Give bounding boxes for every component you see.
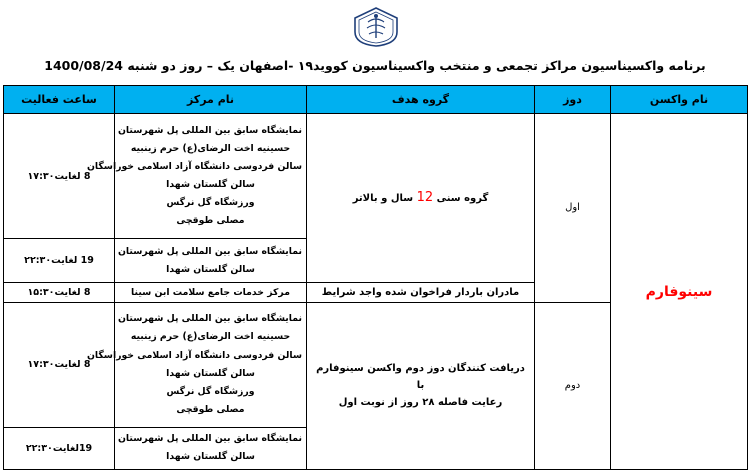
centers-cell bbox=[86, 114, 307, 239]
activity-time: 8 لغایت۱۷:۳۰ bbox=[4, 302, 115, 427]
target-pregnant-cell: مادران باردار فراخوان شده واجد شرایط bbox=[307, 283, 535, 302]
center-item: سالن گلستان شهدا bbox=[166, 451, 255, 463]
center-item: نمایشگاه سابق بین المللی پل شهرستان bbox=[117, 245, 302, 257]
dose-first-cell: اول bbox=[535, 114, 611, 303]
organization-logo bbox=[353, 6, 399, 48]
center-item: حسینیه اخت الرضای(ع) حرم زینبیه bbox=[130, 142, 291, 154]
centers-cell bbox=[115, 239, 307, 283]
target-age-number: 12 bbox=[416, 190, 434, 206]
target-second-dose-cell bbox=[307, 302, 535, 469]
header-dose: دوز bbox=[535, 86, 611, 114]
center-item: سالن گلستان شهدا bbox=[166, 179, 255, 191]
table-header-row bbox=[4, 86, 748, 114]
center-item: نمایشگاه سابق بین المللی پل شهرستان bbox=[117, 313, 302, 325]
vaccination-schedule-table bbox=[3, 85, 748, 470]
header-activity-time: ساعت فعالیت bbox=[4, 86, 115, 114]
center-item: سالن گلستان شهدا bbox=[166, 263, 255, 275]
center-item: ورزشگاه گل نرگس bbox=[166, 197, 255, 209]
center-item: سالن فردوسی دانشگاه آزاد اسلامی خوراسگان bbox=[86, 161, 302, 173]
center-item: سالن فردوسی دانشگاه آزاد اسلامی خوراسگان bbox=[86, 349, 302, 361]
target-second-dose-line2: رعایت فاصله ۲۸ روز از نوبت اول bbox=[338, 397, 503, 409]
header-target-group: گروه هدف bbox=[307, 86, 535, 114]
table-row bbox=[4, 114, 748, 239]
header-center: نام مرکز bbox=[115, 86, 307, 114]
activity-time: 19لغایت۲۲:۳۰ bbox=[4, 427, 115, 469]
center-item: مرکز خدمات جامع سلامت ابن سینا bbox=[131, 286, 290, 298]
target-age-suffix: سال و بالاتر bbox=[352, 193, 414, 205]
dose-second-cell: دوم bbox=[535, 302, 611, 469]
centers-cell bbox=[115, 283, 307, 302]
vaccine-name: سینوفارم bbox=[645, 283, 713, 300]
center-item: حسینیه اخت الرضای(ع) حرم زینبیه bbox=[130, 331, 291, 343]
centers-cell bbox=[86, 302, 307, 427]
center-item: مصلی طوقچی bbox=[176, 215, 245, 227]
activity-time: 8 لغایت۱۷:۳۰ bbox=[4, 114, 115, 239]
target-age-cell bbox=[307, 114, 535, 283]
center-item: نمایشگاه سابق بین المللی پل شهرستان bbox=[117, 124, 302, 136]
document-title: برنامه واکسیناسیون مراکز تجمعی و منتخب واکسیناسیون کووید۱۹ -اصفهان یک – روز دو شنبه 1400/08/24 bbox=[44, 58, 706, 73]
centers-cell bbox=[115, 427, 307, 469]
target-age-prefix: گروه سنی bbox=[436, 193, 489, 205]
center-item: ورزشگاه گل نرگس bbox=[166, 385, 255, 397]
activity-time: 19 لغایت۲۲:۳۰ bbox=[4, 239, 115, 283]
center-item: سالن گلستان شهدا bbox=[166, 367, 255, 379]
center-item: مصلی طوقچی bbox=[176, 403, 245, 415]
activity-time: 8 لغایت۱۵:۳۰ bbox=[4, 283, 115, 302]
header-vaccine: نام واکسن bbox=[611, 86, 748, 114]
target-second-dose-line1: دریافت کنندگان دوز دوم واکسن سینوفارم با bbox=[316, 363, 525, 392]
center-item: نمایشگاه سابق بین المللی پل شهرستان bbox=[117, 433, 302, 445]
vaccine-cell bbox=[611, 114, 748, 470]
